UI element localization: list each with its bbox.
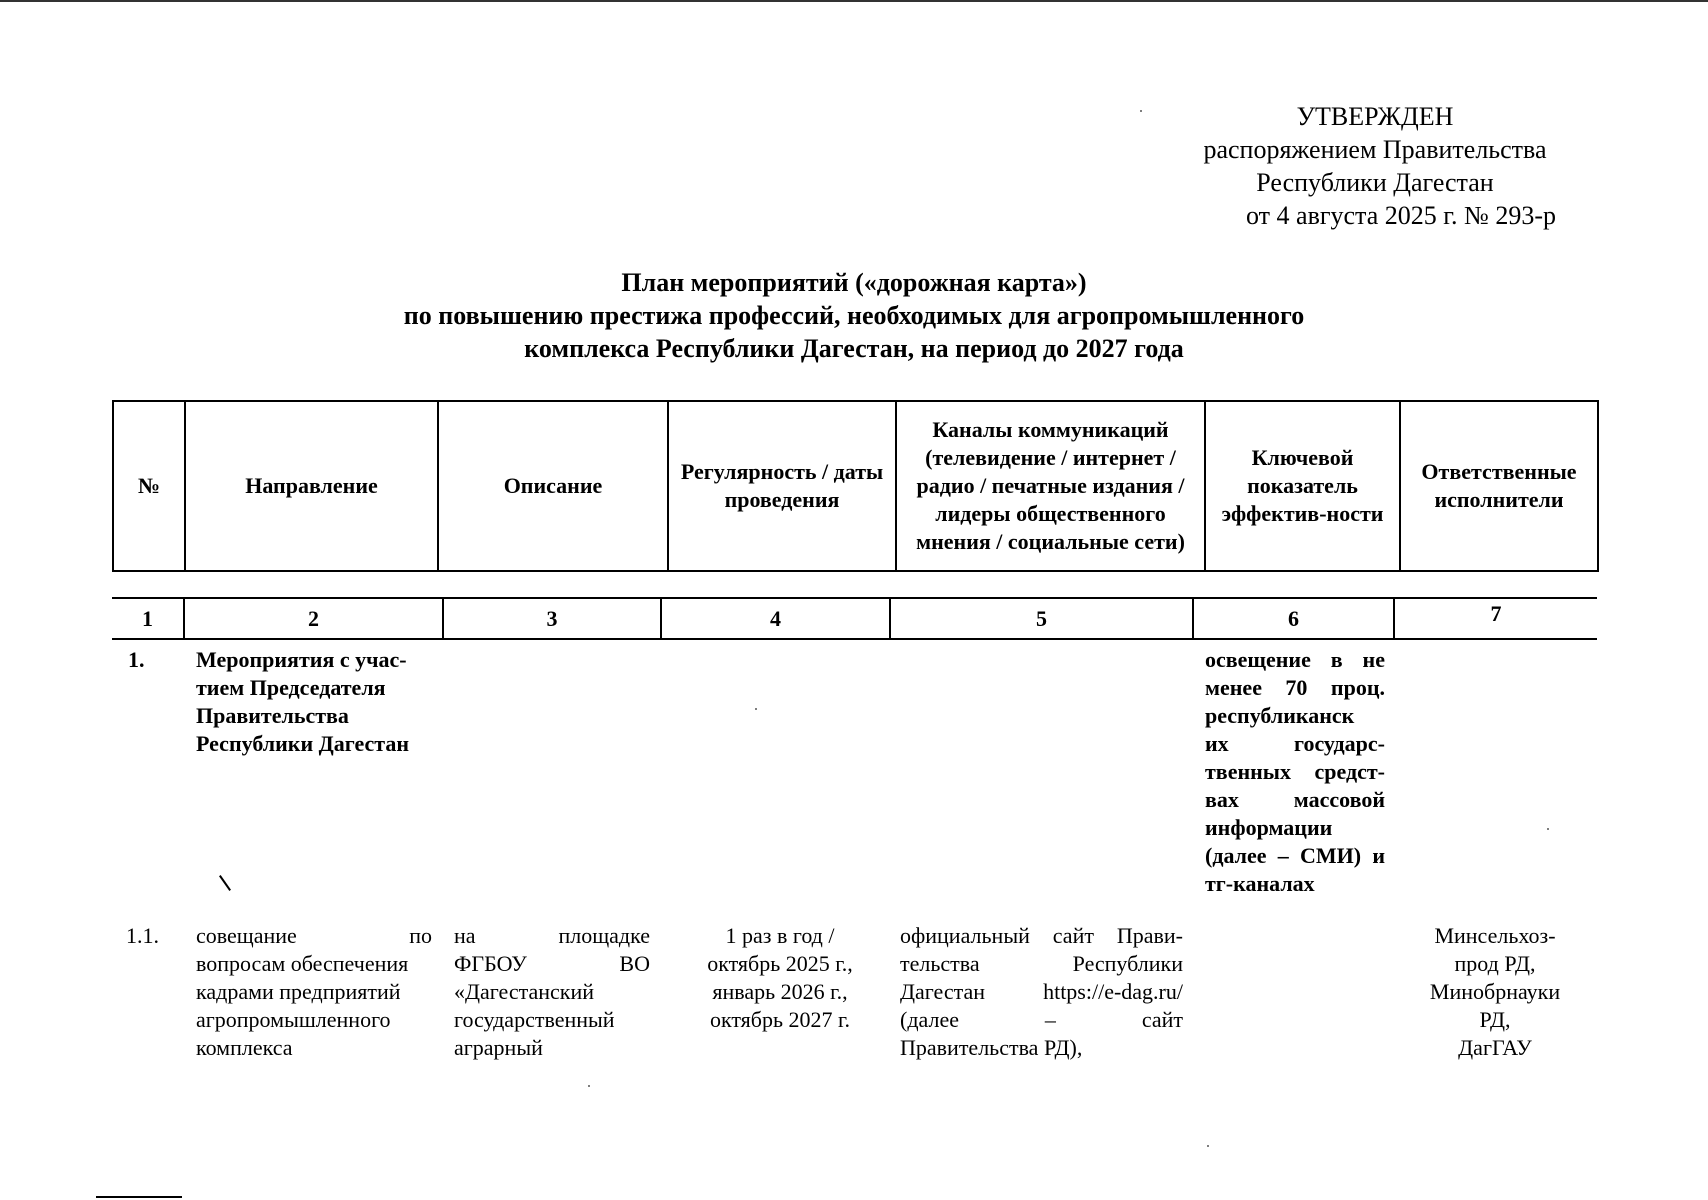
header-channels: Каналы коммуникаций (телевидение / интернет / радио / печатные издания / лидеры общественного мнения / социальные сети) (896, 401, 1205, 571)
cell-line: твенных средст- (1205, 759, 1385, 784)
cell-line: (далее – сайт (900, 1007, 1183, 1032)
column-number: 4 (661, 598, 890, 639)
cell-line: Минобрнауки (1429, 979, 1561, 1004)
scan-speck (588, 1085, 590, 1087)
cell-line: январь 2026 г., (712, 979, 848, 1004)
scan-speck (1207, 1145, 1209, 1147)
cell-line: октябрь 2025 г., (707, 951, 853, 976)
column-number: 2 (184, 598, 443, 639)
cell-line: (далее – СМИ) и (1205, 843, 1385, 868)
cell-line: кадрами предприятий (196, 979, 401, 1004)
cell-line: информации (1205, 815, 1333, 840)
header-description: Описание (438, 401, 668, 571)
column-number: 1 (112, 598, 184, 639)
title-line-3: комплекса Республики Дагестан, на период до 2027 года (524, 334, 1184, 363)
cell-line: Правительства РД), (900, 1035, 1083, 1060)
document-title (300, 266, 1408, 365)
cell-line: Дагестан https://e-dag.ru/ (900, 979, 1183, 1004)
row-2-executors (1415, 922, 1575, 1062)
cell-line: Мероприятия с учас- (196, 647, 407, 672)
cell-line: аграрный (454, 1035, 543, 1060)
cell-line: Республики Дагестан (196, 731, 410, 756)
cell-line: прод РД, (1454, 951, 1536, 976)
approval-stamp (1150, 100, 1600, 232)
cell-line: РД, (1479, 1007, 1511, 1032)
cell-line: Минсельхоз- (1434, 923, 1556, 948)
scan-speck (755, 708, 757, 710)
cell-line: совещание по (196, 923, 432, 948)
approval-line-order: распоряжением Правительства (1203, 135, 1547, 164)
cell-line: вопросам обеспечения (196, 951, 409, 976)
scan-bottom-mark (96, 1196, 182, 1198)
cell-line: на площадке (454, 923, 650, 948)
scan-top-edge (0, 0, 1708, 2)
row-1-number: 1. (128, 647, 145, 672)
cell-line: комплекса (196, 1035, 293, 1060)
cell-line: тельства Республики (900, 951, 1183, 976)
column-number: 3 (443, 598, 661, 639)
cell-line: вах массовой (1205, 787, 1385, 812)
column-number: 6 (1193, 598, 1394, 639)
cell-line: агропромышленного (196, 1007, 391, 1032)
header-schedule: Регулярность / даты проведения (668, 401, 896, 571)
table-header (112, 400, 1599, 572)
header-executors: Ответственные исполнители (1400, 401, 1598, 571)
cell-line: тием Председателя (196, 675, 386, 700)
cell-line: тг-каналах (1205, 871, 1315, 896)
row-1-direction (196, 646, 431, 758)
cell-line: официальный сайт Прави- (900, 923, 1183, 948)
column-number: 7 (1394, 598, 1597, 639)
title-line-2: по повышению престижа профессий, необходимых для агропромышленного (403, 301, 1305, 330)
cell-line: «Дагестанский (454, 979, 595, 1004)
cell-line: государственный (454, 1007, 615, 1032)
cell-line: ДагГАУ (1458, 1035, 1532, 1060)
row-1-kpi (1205, 646, 1385, 898)
scan-speck (1140, 110, 1142, 112)
scan-mark (219, 875, 231, 891)
cell-line: Правительства (196, 703, 349, 728)
cell-line: 1 раз в год / (725, 923, 835, 948)
row-2-number: 1.1. (126, 923, 159, 948)
approval-line-republic: Республики Дагестан (1256, 168, 1494, 197)
cell-line: октябрь 2027 г. (709, 1007, 851, 1032)
row-2-schedule (680, 922, 880, 1034)
approval-line-approved: УТВЕРЖДЕН (1296, 102, 1454, 131)
approval-line-date: от 4 августа 2025 г. № 293-р (1246, 201, 1556, 230)
row-2-description (454, 922, 650, 1062)
cell-line: их государс- (1205, 731, 1385, 756)
scan-speck (1547, 828, 1549, 830)
row-2-channels (900, 922, 1183, 1062)
title-line-1: План мероприятий («дорожная карта») (621, 268, 1087, 297)
header-kpi: Ключевой показатель эффектив-ности (1205, 401, 1400, 571)
header-number: № (113, 401, 185, 571)
column-numbers-row (112, 597, 1597, 640)
cell-line: менее 70 проц. (1205, 675, 1385, 700)
row-2-direction (196, 922, 432, 1062)
cell-line: республиканск (1205, 703, 1355, 728)
header-direction: Направление (185, 401, 438, 571)
cell-line: освещение в не (1205, 647, 1385, 672)
cell-line: ФГБОУ ВО (454, 951, 650, 976)
column-number: 5 (890, 598, 1193, 639)
